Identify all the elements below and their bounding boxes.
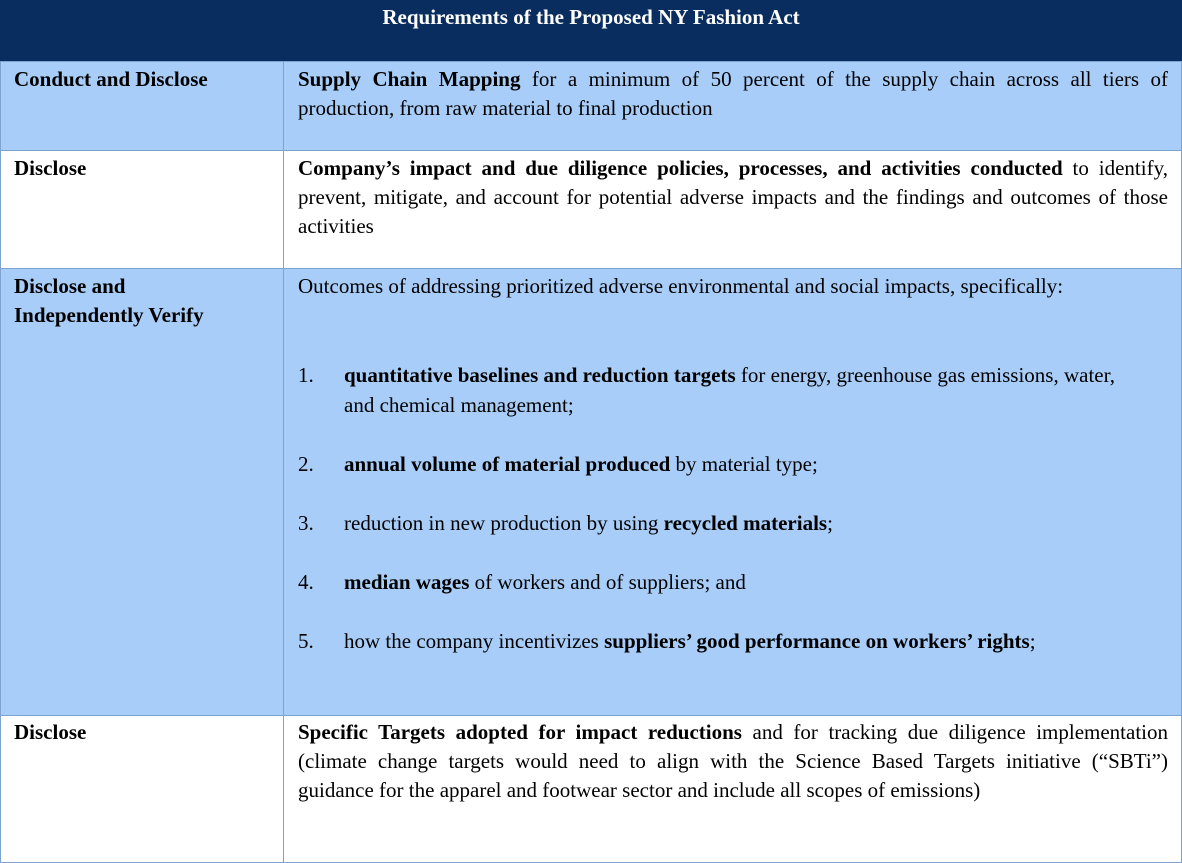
list-item-number: 5. [298,629,314,653]
list-item-bold: median wages [344,570,470,594]
row-description-bold: Company’s impact and due diligence policies, processes, and activities conducted [298,156,1063,180]
table-row [0,715,1182,863]
list-item-post: by material type; [670,452,818,476]
list-item-pre: how the company incentivizes [344,629,605,653]
list-item-post: for energy, greenhouse gas emissions, water, and chemical management; [344,363,1116,417]
row-label: Disclose [14,156,87,180]
row-label: Conduct and Disclose [14,67,208,91]
list-item-bold: recycled materials [663,511,828,535]
row-description-bold: Supply Chain Mapping [298,67,521,91]
row-description-text: to identify, prevent, mitigate, and account for potential adverse impacts and the findings and outcomes of those activities [298,156,1168,238]
list-item-post: ; [827,511,833,535]
list-item-bold: suppliers’ good performance on workers’ rights [604,629,1030,653]
row-label-line-2: Independently Verify [14,303,204,327]
list-item-bold: quantitative baselines and reduction targets [344,363,736,387]
row-description [298,718,1168,805]
list-item-post: ; [1029,629,1036,653]
row-label-line-1: Disclose and [14,274,126,298]
list-item-text [344,449,1144,479]
list-item-pre: reduction in new production by using [344,511,664,535]
list-item-number: 1. [298,363,314,387]
column-divider [283,61,284,863]
row-description-text: for a minimum of 50 percent of the supply chain across all tiers of production, from raw material to final production [298,67,1168,120]
row-intro: Outcomes of addressing prioritized adverse environmental and social impacts, specifically: [298,274,1064,298]
list-item-number: 2. [298,452,314,476]
row-label: Disclose [14,720,87,744]
row-description [298,65,1168,123]
table-row [0,268,1182,715]
row-description-bold: Specific Targets adopted for impact reductions [298,720,742,744]
row-description-text: and for tracking due diligence implementation (climate change targets would need to align with the Science Based Targets initiative (“SBTi”) guidance for the apparel and footwear sector and include all scopes of emissions) [298,720,1169,802]
table-title: Requirements of the Proposed NY Fashion Act [0,0,1182,61]
list-item-bold: annual volume of material produced [344,452,671,476]
list-item-text [344,508,1144,538]
list-item-number: 4. [298,570,314,594]
list-item-text [344,567,1144,597]
table-row [0,61,1182,150]
table-row [0,150,1182,268]
list-item-text [344,360,1144,420]
row-label [14,272,264,330]
list-item-post: of workers and of suppliers; and [469,570,746,594]
list-item-number: 3. [298,511,314,535]
row-description [298,154,1168,241]
list-item-text [344,626,1144,656]
